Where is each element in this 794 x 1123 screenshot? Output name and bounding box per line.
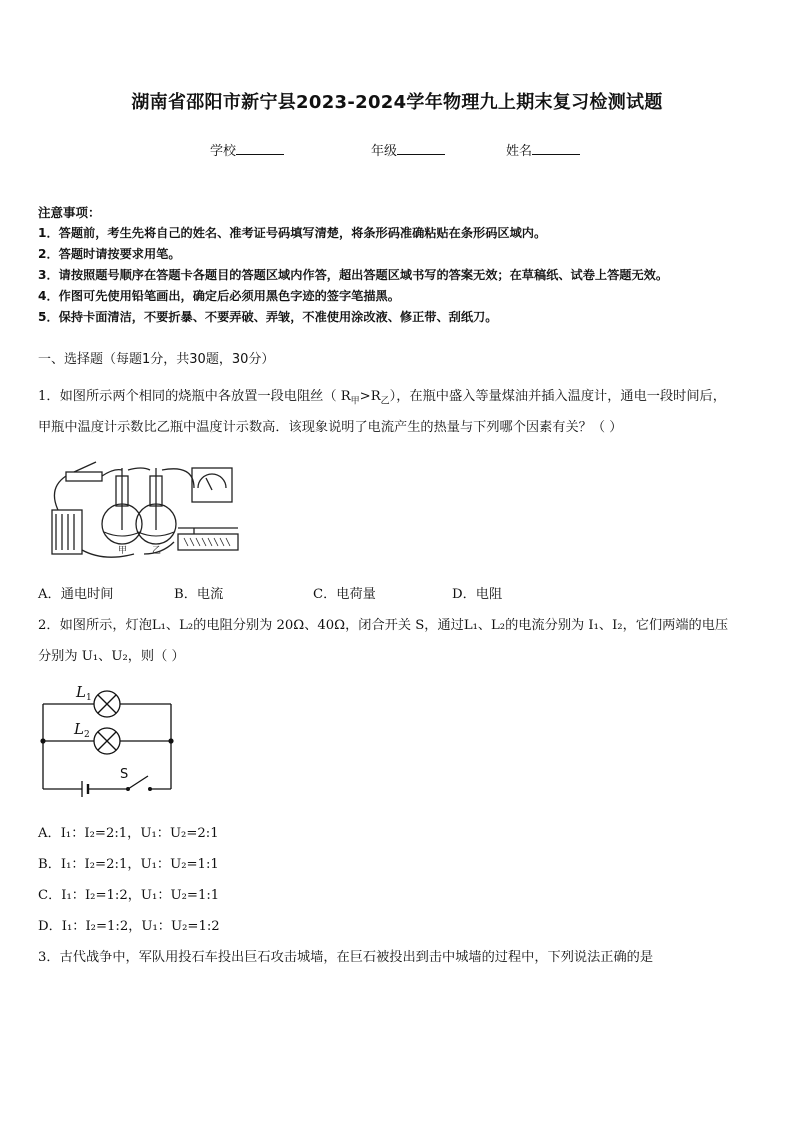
knife-switch-icon xyxy=(66,472,102,481)
q2-circuit-diagram xyxy=(38,682,178,800)
school-field xyxy=(210,140,284,159)
flask-jia-label: 甲 xyxy=(118,546,128,556)
q1-line2: 甲瓶中温度计示数比乙瓶中温度计示数高．该现象说明了电流产生的热量与下列哪个因素有关？（ ） xyxy=(38,420,623,435)
q3-line1: 3．古代战争中，军队用投石车投出巨石攻击城墙，在巨石被投出到击中城墙的过程中，下列说法正确的是 xyxy=(38,950,654,965)
q2-option-d[interactable]: D．I₁：I₂=1:2，U₁：U₂=1:2 xyxy=(38,919,220,934)
q2-line2: 分别为 U₁、U₂，则（ ） xyxy=(38,649,185,664)
notes-heading: 注意事项： xyxy=(38,205,101,220)
note-item: 4．作图可先使用铅笔画出，确定后必须用黑色字迹的签字笔描黑。 xyxy=(38,289,400,303)
name-blank xyxy=(532,142,580,155)
note-item: 1．答题前，考生先将自己的姓名、准考证号码填写清楚，将条形码准确粘贴在条形码区域内。 xyxy=(38,226,547,240)
lamp-l1-subscript: 1 xyxy=(86,693,92,703)
name-field xyxy=(506,140,580,159)
q1-apparatus-figure xyxy=(44,458,244,568)
flask-yi-label: 乙 xyxy=(152,546,162,556)
note-item: 2．答题时请按要求用笔。 xyxy=(38,247,181,261)
school-label: 学校 xyxy=(210,144,237,159)
q1-option-d[interactable]: D．电阻 xyxy=(452,587,503,602)
note-item: 3．请按照题号顺序在答题卡各题目的答题区域内作答，超出答题区域书写的答案无效；在草稿纸、试卷上答题无效。 xyxy=(38,268,669,282)
q2-option-a[interactable]: A．I₁：I₂=2:1，U₁：U₂=2:1 xyxy=(38,826,219,841)
lamp-l2-subscript: 2 xyxy=(84,730,90,740)
grade-blank xyxy=(397,142,445,155)
rheostat-icon xyxy=(178,534,238,550)
q1-option-b[interactable]: B．电流 xyxy=(174,587,224,602)
lamp-l2-label: L xyxy=(74,720,84,738)
q1-line1: 1．如图所示两个相同的烧瓶中各放置一段电阻丝（ $R_甲>R_乙$），在瓶中盛入等量煤油并插入温度计，通电一段时间后， xyxy=(38,389,726,407)
q1-option-c[interactable]: C．电荷量 xyxy=(313,587,376,602)
page-title: 湖南省邵阳市新宁县2023-2024学年物理九上期末复习检测试题 xyxy=(131,92,663,113)
switch-label: S xyxy=(120,767,129,782)
grade-field xyxy=(371,140,445,159)
q2-option-b[interactable]: B．I₁：I₂=2:1，U₁：U₂=1:1 xyxy=(38,857,219,872)
q2-line1: 2．如图所示，灯泡L₁、L₂的电阻分别为 20Ω、40Ω，闭合开关 S，通过L₁、L₂的电流分别为 I₁、I₂，它们两端的电压 xyxy=(38,618,729,633)
note-item: 5．保持卡面清洁，不要折暴、不要弄破、弄皱，不准使用涂改液、修正带、刮纸刀。 xyxy=(38,310,498,324)
switch-blade-icon xyxy=(128,776,148,789)
name-label: 姓名 xyxy=(506,144,533,159)
q2-option-c[interactable]: C．I₁：I₂=1:2，U₁：U₂=1:1 xyxy=(38,888,220,903)
grade-label: 年级 xyxy=(371,144,398,159)
q1-option-a[interactable]: A．通电时间 xyxy=(38,587,114,602)
lamp-l1-label: L xyxy=(76,683,86,701)
section-heading: 一、选择题（每题1分，共30题，30分） xyxy=(38,352,275,367)
school-blank xyxy=(236,142,284,155)
